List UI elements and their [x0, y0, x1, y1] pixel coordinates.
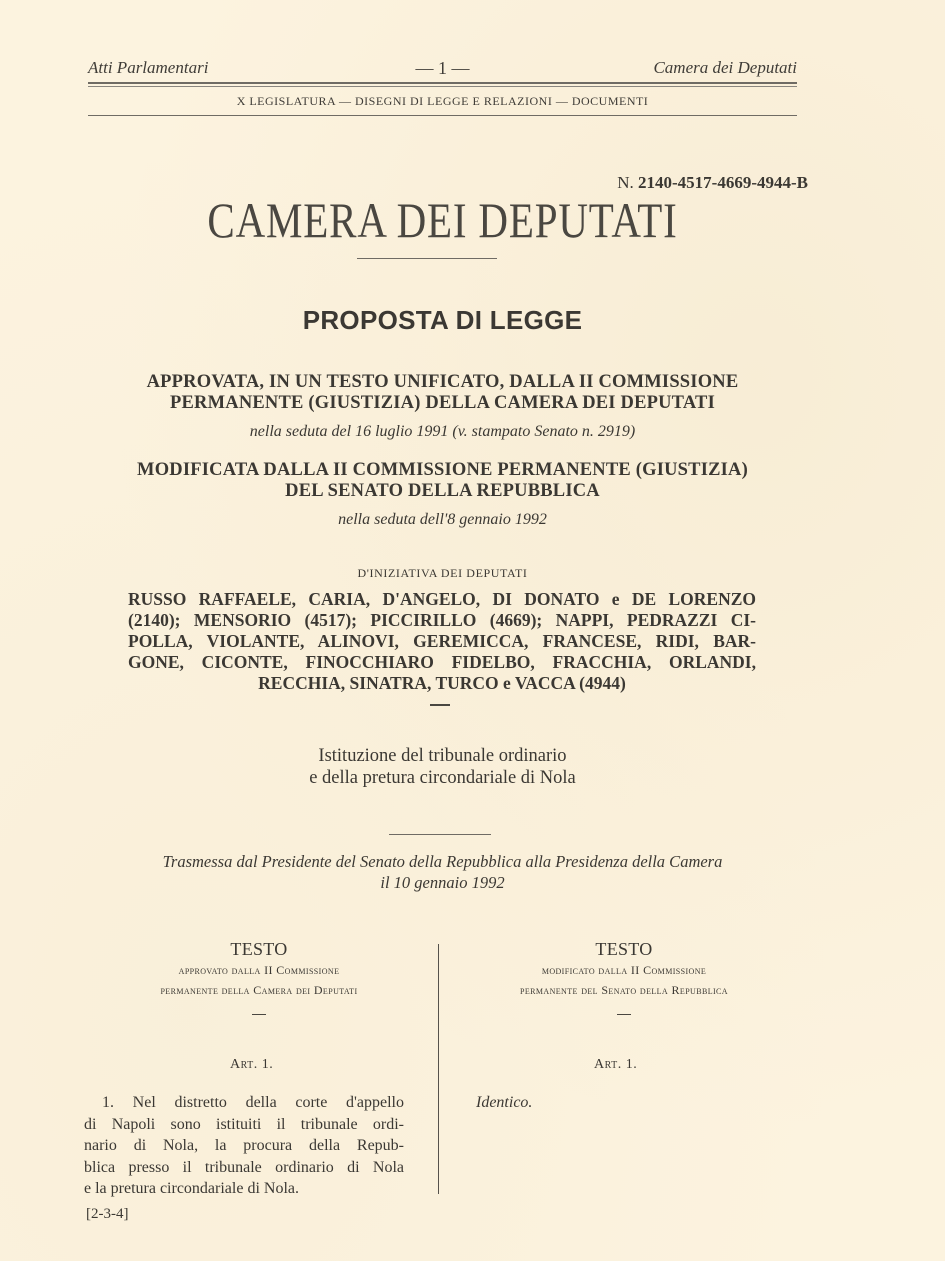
approval-session: nella seduta del 16 luglio 1991 (v. stampato Senato n. 2919) — [249, 423, 636, 440]
identical-text: Identico. — [476, 1094, 533, 1111]
authors-list — [128, 589, 756, 694]
modification-line-1: MODIFICATA DALLA II COMMISSIONE PERMANENTE (GIUSTIZIA) — [137, 460, 748, 480]
column-dash — [617, 1014, 631, 1015]
chamber-name: Camera dei Deputati — [653, 58, 797, 77]
subject-line-1: Istituzione del tribunale ordinario — [318, 746, 567, 766]
header-rule-thin — [88, 86, 797, 87]
running-header — [88, 56, 797, 82]
article-paragraph — [84, 1092, 404, 1200]
subject-line-2: e della pretura circondariale di Nola — [309, 768, 576, 788]
paragraph-line: e la pretura circondariale di Nola. — [84, 1180, 299, 1197]
approval-line-1: APPROVATA, IN UN TESTO UNIFICATO, DALLA II COMMISSIONE — [146, 372, 739, 392]
modification-line-2: DEL SENATO DELLA REPUBBLICA — [285, 481, 600, 501]
document-number-prefix: N. — [617, 173, 634, 192]
paragraph-line: nario di Nola, la procura della Repub- — [84, 1137, 404, 1154]
column-subheading-1: modificato dalla II Commissione — [541, 963, 707, 977]
article-label: Art. 1. — [230, 1057, 274, 1072]
column-heading: TESTO — [230, 939, 288, 959]
column-dash — [252, 1014, 266, 1015]
subject-rule — [389, 834, 491, 835]
authors-line: GONE, CICONTE, FINOCCHIARO FIDELBO, FRACCHIA, ORLANDI, — [128, 652, 756, 672]
article-label: Art. 1. — [594, 1057, 638, 1072]
transmission-line-1: Trasmessa dal Presidente del Senato della Repubblica alla Presidenza della Camera — [162, 852, 723, 871]
legislature-line: X LEGISLATURA — DISEGNI DI LEGGE E RELAZIONI — DOCUMENTI — [236, 94, 649, 108]
section-dash — [430, 704, 450, 706]
modification-session: nella seduta dell'8 gennaio 1992 — [338, 511, 547, 528]
transmission-note — [88, 851, 797, 893]
authors-line: RECCHIA, SINATRA, TURCO e VACCA (4944) — [258, 673, 626, 693]
authors-line: RUSSO RAFFAELE, CARIA, D'ANGELO, DI DONATO e DE LORENZO — [128, 589, 756, 609]
paragraph-line: blica presso il tribunale ordinario di Nola — [84, 1158, 404, 1176]
column-modified-text — [444, 939, 804, 1000]
footer-reference: [2-3-4] — [86, 1206, 129, 1222]
document-type: PROPOSTA DI LEGGE — [302, 305, 583, 335]
publication-name: Atti Parlamentari — [88, 58, 209, 77]
authors-line: (2140); MENSORIO (4517); PICCIRILLO (4669); NAPPI, PEDRAZZI CI- — [128, 610, 756, 630]
document-number — [617, 173, 808, 193]
document-number-value: 2140-4517-4669-4944-B — [638, 173, 808, 192]
column-subheading-2: permanente del Senato della Repubblica — [520, 983, 728, 997]
column-divider — [438, 944, 439, 1194]
authors-line: POLLA, VIOLANTE, ALINOVI, GEREMICCA, FRANCESE, RIDI, BAR- — [128, 631, 756, 651]
title-rule — [357, 258, 497, 259]
column-approved-text — [84, 939, 434, 1000]
page-number: — 1 — — [415, 58, 470, 78]
header-rule-thick — [88, 82, 797, 84]
approval-line-2: PERMANENTE (GIUSTIZIA) DELLA CAMERA DEI DEPUTATI — [170, 393, 715, 413]
main-title: CAMERA DEI DEPUTATI — [207, 192, 678, 248]
bill-subject — [88, 745, 797, 789]
legislature-rule — [88, 115, 797, 116]
paragraph-line: 1. Nel distretto della corte d'appello — [102, 1094, 404, 1111]
column-subheading-1: approvato dalla II Commissione — [178, 963, 340, 977]
column-subheading-2: permanente della Camera dei Deputati — [160, 983, 358, 997]
initiative-label: D'INIZIATIVA DEI DEPUTATI — [357, 566, 528, 580]
column-heading: TESTO — [595, 939, 653, 959]
transmission-line-2: il 10 gennaio 1992 — [380, 873, 505, 892]
paragraph-line: di Napoli sono istituiti il tribunale ordi- — [84, 1115, 404, 1133]
